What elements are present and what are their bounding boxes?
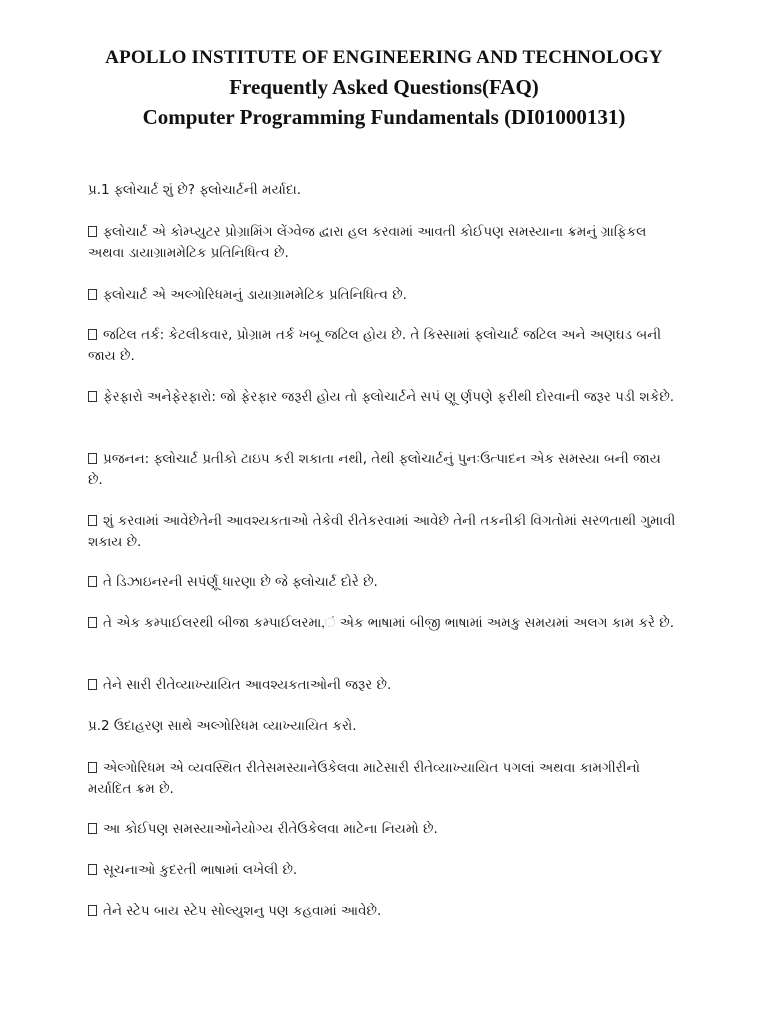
q1-item-2 [88, 285, 678, 306]
question-2: પ્ર.2 ઉદાહરણ સાથે અલ્ગોરિધમ વ્યાખ્યાયિત કરો. [88, 718, 357, 734]
q2-item-2 [88, 819, 678, 840]
q1-item-8 [88, 613, 678, 634]
q2-item-4 [88, 901, 678, 922]
q1-item-9-text: તેને સારી રીતેવ્યાખ્યાયિત આવશ્યકતાઓની જરૂર છે. [103, 677, 392, 693]
q2-item-3 [88, 860, 678, 881]
q1-item-3-text: જટિલ તર્ક: કેટલીકવાર, પ્રોગ્રામ તર્ક ખબૂ જટિલ હોય છે. તે કિસ્સામાં ફ્લોચાર્ટ જટિલ અને અણઘડ બની જાય છે. [88, 327, 662, 364]
q1-item-7 [88, 572, 678, 593]
bullet-box-icon [88, 453, 97, 464]
bullet-box-icon [88, 905, 97, 916]
bullet-box-icon [88, 391, 97, 402]
bullet-box-icon [88, 576, 97, 587]
bullet-box-icon [88, 289, 97, 300]
institute-title: APOLLO INSTITUTE OF ENGINEERING AND TECHNOLOGY [105, 47, 663, 68]
q1-item-6-text: શું કરવામાં આવેછેતેની આવશ્યકતાઓ તેકેવી રીતેકરવામાં આવેછે તેની તકનીકી વિગતોમાં સરળતાથી ગુમાવી શકાય છે. [88, 513, 676, 550]
bullet-box-icon [88, 823, 97, 834]
bullet-box-icon [88, 762, 97, 773]
q2-item-1-text: એલ્ગોરિધમ એ વ્યવસ્થિત રીતેસમસ્યાનેઉકેલવા માટેસારી રીતેવ્યાખ્યાયિત પગલાં અથવા કામગીરીનો મર્યાદિત ક્રમ છે. [88, 760, 640, 797]
bullet-box-icon [88, 329, 97, 340]
q1-item-5 [88, 449, 678, 491]
q1-item-6 [88, 511, 678, 553]
q2-item-4-text: તેને સ્ટેપ બાય સ્ટેપ સોલ્યુશનુ પણ કહવામાં આવેછે. [103, 903, 382, 919]
q1-item-5-text: પ્રજનન: ફ્લોચાર્ટ પ્રતીકો ટાઇપ કરી શકાતા નથી, તેથી ફ્લોચાર્ટનું પુનઃઉત્પાદન એક સમસ્યા બની જાય છે. [88, 451, 661, 488]
faq-title: Frequently Asked Questions(FAQ) [229, 75, 539, 99]
q1-item-9 [88, 675, 678, 696]
q1-item-1 [88, 222, 678, 264]
q2-item-2-text: આ કોઈપણ સમસ્યાઓનેયોગ્ય રીતેઉકેલવા માટેના નિયમો છે. [103, 821, 438, 837]
question-1: પ્ર.1 ફ્લોચાર્ટ શું છે? ફ્લોચાર્ટની મર્યાદા. [88, 182, 302, 198]
q1-item-4 [88, 387, 678, 408]
bullet-box-icon [88, 617, 97, 628]
q2-item-1 [88, 758, 678, 800]
q1-item-4-text: ફેરફારો અનેફેરફારો: જો ફેરફાર જરૂરી હોય તો ફ્લોચાર્ટને સપં ણૂ ર્ણપણે ફરીથી દોરવાની જરૂર પડી શકેછે. [103, 389, 675, 405]
bullet-box-icon [88, 226, 97, 237]
q1-item-8-text: તે એક કમ્પાઈલરથી બીજા કમ્પાઈલરમા,ં એક ભાષામાં બીજી ભાષામાં અમકુ સમયમાં અલગ કામ કરે છે. [103, 615, 674, 631]
document-header [0, 44, 768, 132]
q1-item-3 [88, 325, 678, 367]
course-title: Computer Programming Fundamentals (DI01000131) [142, 105, 626, 129]
q1-item-7-text: તે ડિઝાઇનરની સપંર્ણૂ ધારણા છે જે ફ્લોચાર્ટ દોરે છે. [103, 574, 378, 590]
q1-item-2-text: ફ્લોચાર્ટ એ અલ્ગોરિધમનું ડાયાગ્રામમેટિક પ્રતિનિધિત્વ છે. [103, 287, 407, 303]
q2-item-3-text: સૂચનાઓ કુદરતી ભાષામાં લખેલી છે. [103, 862, 298, 878]
bullet-box-icon [88, 515, 97, 526]
q1-item-1-text: ફ્લોચાર્ટ એ કોમ્પ્યુટર પ્રોગ્રામિંગ લેંગ્વેજ દ્વારા હલ કરવામાં આવતી કોઈપણ સમસ્યાના ક્રમનું ગ્રાફિકલ અથવા ડાયાગ્રામમેટિક પ્રતિનિધિત્વ છે. [88, 224, 647, 261]
bullet-box-icon [88, 864, 97, 875]
bullet-box-icon [88, 679, 97, 690]
